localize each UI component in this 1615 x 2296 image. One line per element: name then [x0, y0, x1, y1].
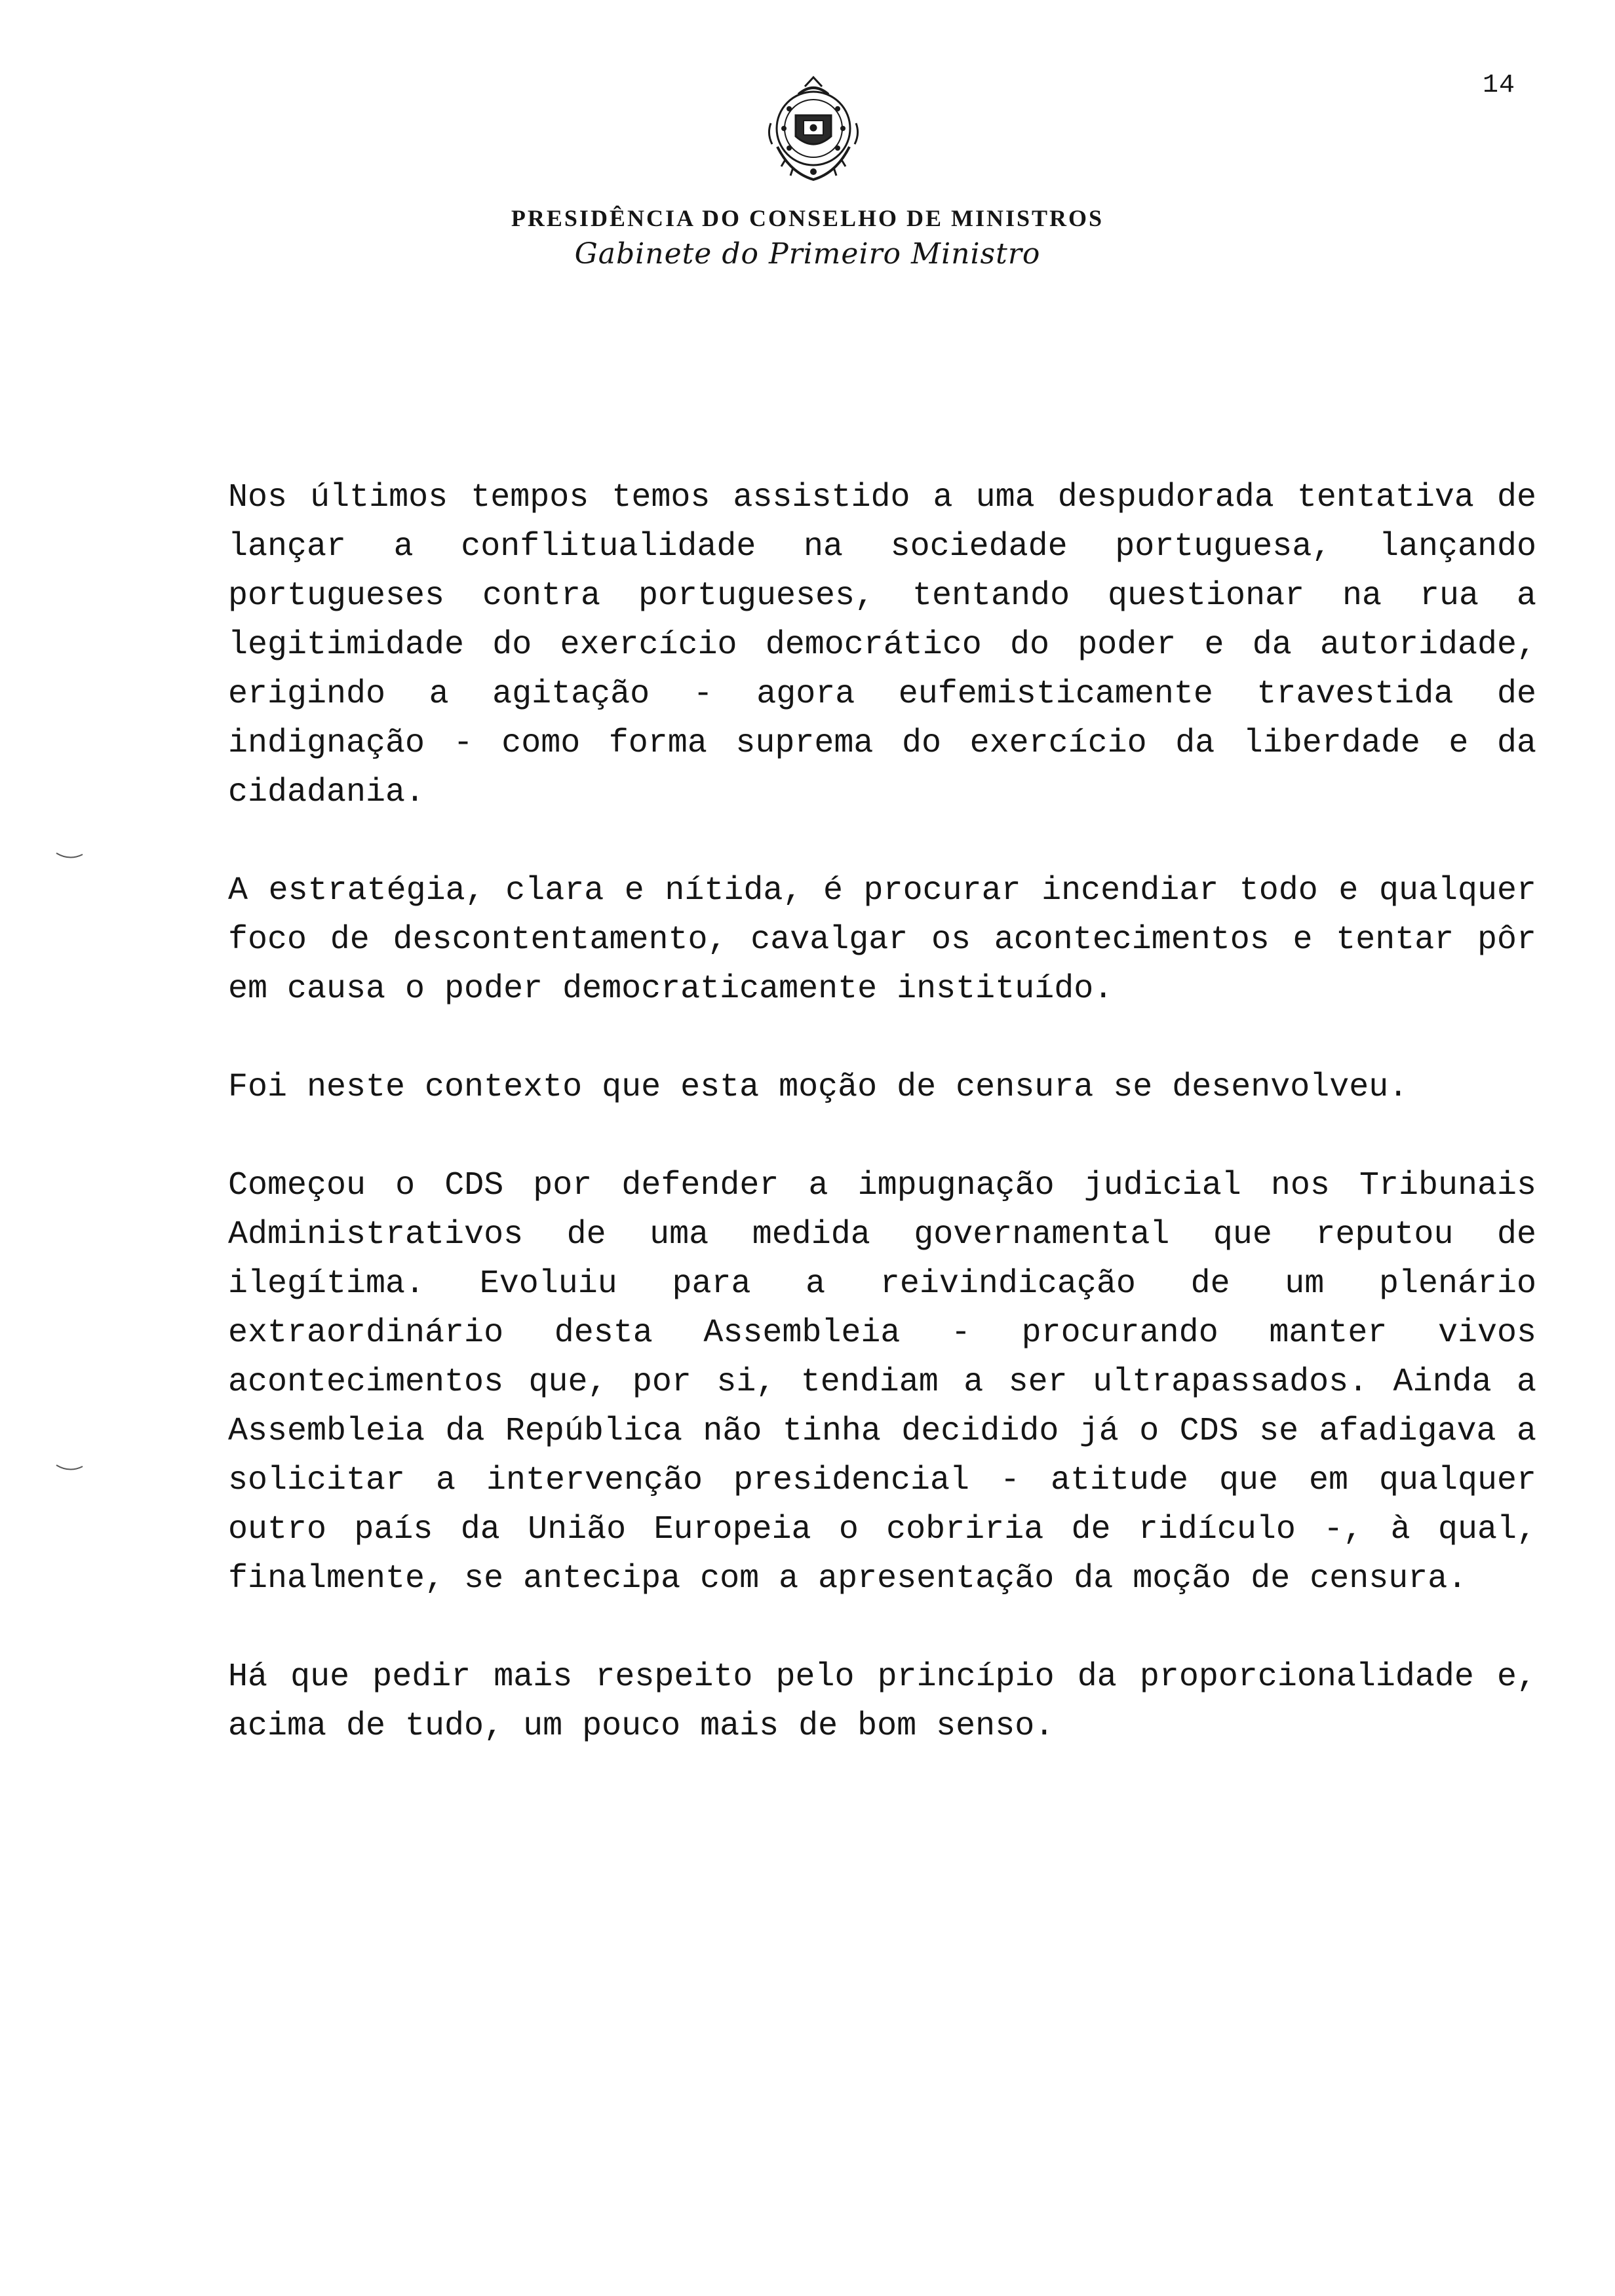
margin-hole-mark: [55, 852, 84, 861]
office-name: Gabinete do Primeiro Ministro: [574, 237, 1041, 271]
paragraph: Nos últimos tempos temos assistido a uma despudorada tentativa de lançar a conflitualidade na sociedade portuguesa, lançando portugueses contra portugueses, tentando questionar na rua a legitimidade do exercício democrático do poder e da autoridade, erigindo a agitação - agora eufemisticamente travestida de indignação - como forma suprema do exercício da liberdade e da cidadania.: [228, 479, 1536, 811]
paragraph: Há que pedir mais respeito pelo princípio da proporcionalidade e, acima de tudo, um pouco mais de bom senso.: [228, 1658, 1536, 1745]
document-body: [228, 473, 1536, 1751]
institution-name: PRESIDÊNCIA DO CONSELHO DE MINISTROS: [511, 205, 1104, 231]
portuguese-coat-of-arms-icon: [751, 68, 876, 193]
paragraph: A estratégia, clara e nítida, é procurar incendiar todo e qualquer foco de descontentamento, cavalgar os acontecimentos e tentar pôr em causa o poder democraticamente instituído.: [228, 872, 1536, 1008]
page-number: 14: [1483, 71, 1516, 100]
paragraph: Começou o CDS por defender a impugnação judicial nos Tribunais Administrativos de uma medida governamental que reputou de ilegítima. Evoluiu para a reivindicação de um plenário extraordinário desta Assembleia - procurando manter vivos acontecimentos que, por si, tendiam a ser ultrapassados. Ainda a Assembleia da República não tinha decidido já o CDS se afadigava a solicitar a intervenção presidencial - atitude que em qualquer outro país da União Europeia o cobriria de ridículo -, à qual, finalmente, se antecipa com a apresentação da moção de censura.: [228, 1167, 1536, 1598]
margin-hole-mark: [55, 1464, 84, 1473]
paragraph: Foi neste contexto que esta moção de censura se desenvolveu.: [228, 1069, 1409, 1106]
